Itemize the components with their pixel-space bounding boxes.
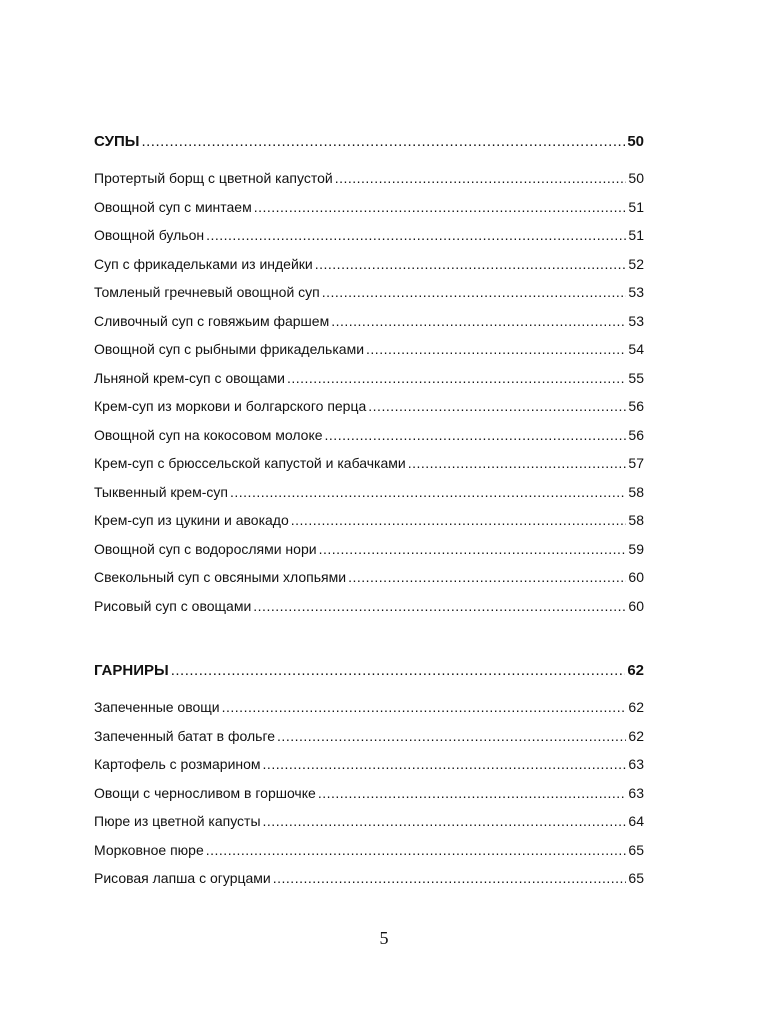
entry-page: 51 (628, 198, 644, 215)
entry-title: Морковное пюре (94, 841, 204, 858)
dot-leader (263, 813, 627, 829)
entry-page: 65 (628, 841, 644, 858)
entry-page: 53 (628, 284, 644, 300)
toc-entry[interactable] (94, 313, 644, 342)
entry-page: 63 (628, 784, 644, 801)
entry-page: 63 (628, 756, 644, 772)
toc-entry[interactable] (94, 256, 644, 285)
entry-page: 55 (628, 369, 644, 386)
toc-entry[interactable] (94, 842, 644, 871)
dot-leader (408, 455, 627, 471)
entry-title: Тыквенный крем-суп (94, 483, 228, 500)
dot-leader (230, 484, 626, 500)
entry-title: Протертый борщ с цветной капустой (94, 170, 333, 186)
dot-leader (141, 133, 625, 150)
entry-title: Картофель с розмарином (94, 756, 261, 772)
toc-section-soups (94, 133, 644, 626)
toc-entry[interactable] (94, 170, 644, 199)
toc-entry[interactable] (94, 569, 644, 598)
section-title: ГАРНИРЫ (94, 662, 169, 679)
dot-leader (273, 870, 627, 886)
dot-leader (206, 842, 627, 858)
dot-leader (206, 227, 626, 243)
dot-leader (287, 370, 626, 386)
dot-leader (318, 785, 627, 801)
entry-page: 64 (628, 813, 644, 829)
entry-page: 58 (628, 483, 644, 500)
dot-leader (319, 541, 627, 557)
toc-entry[interactable] (94, 427, 644, 456)
dot-leader (331, 313, 626, 329)
toc-entry[interactable] (94, 541, 644, 570)
toc-entry[interactable] (94, 199, 644, 228)
entry-title: Крем-суп из цукини и авокадо (94, 512, 289, 528)
entry-title: Крем-суп из моркови и болгарского перца (94, 398, 367, 414)
entry-page: 52 (628, 255, 644, 272)
entry-page: 62 (628, 727, 644, 744)
section-title: СУПЫ (94, 133, 140, 150)
toc-entry[interactable] (94, 455, 644, 484)
toc-entry[interactable] (94, 785, 644, 814)
entry-title: Запеченные овощи (94, 699, 220, 715)
dot-leader (263, 756, 627, 772)
dot-leader (222, 699, 627, 715)
entry-title: Рисовая лапша с огурцами (94, 870, 271, 886)
entry-page: 57 (628, 455, 644, 471)
dot-leader (277, 728, 626, 744)
toc-entry[interactable] (94, 699, 644, 728)
toc-entry[interactable] (94, 870, 644, 899)
dot-leader (315, 256, 627, 272)
entry-title: Томленый гречневый овощной суп (94, 284, 320, 300)
entry-page: 59 (628, 540, 644, 557)
dot-leader (325, 427, 627, 443)
toc-entry[interactable] (94, 227, 644, 256)
section-page: 50 (627, 133, 644, 150)
entry-title: Овощной суп с минтаем (94, 198, 252, 215)
dot-leader (291, 512, 627, 528)
entry-title: Свекольный суп с овсяными хлопьями (94, 569, 347, 585)
dot-leader (253, 598, 626, 614)
entry-title: Овощной суп на кокосовом молоке (94, 426, 323, 443)
toc-entry[interactable] (94, 813, 644, 842)
dot-leader (366, 341, 626, 357)
entry-list (94, 699, 644, 899)
section-heading[interactable] (94, 133, 644, 158)
entry-list (94, 170, 644, 626)
table-of-contents (94, 133, 644, 899)
dot-leader (171, 662, 626, 679)
section-heading[interactable] (94, 662, 644, 687)
entry-page: 51 (628, 227, 644, 243)
entry-title: Сливочный суп с говяжьим фаршем (94, 312, 330, 329)
entry-page: 65 (628, 870, 644, 886)
entry-page: 56 (628, 398, 644, 414)
dot-leader (254, 199, 627, 215)
dot-leader (322, 284, 627, 300)
entry-title: Овощной бульон (94, 227, 205, 243)
entry-page: 50 (628, 170, 644, 186)
entry-title: Овощной суп с рыбными фрикадельками (94, 341, 365, 357)
entry-title: Овощи с черносливом в горшочке (94, 784, 316, 801)
entry-page: 62 (628, 699, 644, 715)
toc-entry[interactable] (94, 398, 644, 427)
entry-page: 60 (628, 597, 644, 614)
dot-leader (368, 398, 626, 414)
dot-leader (335, 170, 627, 186)
entry-title: Рисовый суп с овощами (94, 597, 252, 614)
entry-page: 54 (628, 341, 644, 357)
page-number: 5 (379, 928, 389, 948)
entry-page: 58 (628, 512, 644, 528)
toc-entry[interactable] (94, 756, 644, 785)
toc-entry[interactable] (94, 341, 644, 370)
entry-page: 56 (628, 426, 644, 443)
entry-page: 60 (628, 569, 644, 585)
entry-title: Крем-суп с брюссельской капустой и кабачками (94, 455, 406, 471)
dot-leader (348, 569, 626, 585)
toc-entry[interactable] (94, 598, 644, 627)
entry-title: Запеченный батат в фольге (94, 727, 276, 744)
toc-entry[interactable] (94, 512, 644, 541)
entry-page: 53 (628, 312, 644, 329)
toc-entry[interactable] (94, 484, 644, 513)
entry-title: Льняной крем-суп с овощами (94, 369, 285, 386)
toc-entry[interactable] (94, 284, 644, 313)
toc-section-side-dishes (94, 662, 644, 899)
section-page: 62 (627, 662, 644, 679)
toc-entry[interactable] (94, 728, 644, 757)
entry-title: Суп с фрикадельками из индейки (94, 255, 313, 272)
toc-entry[interactable] (94, 370, 644, 399)
entry-title: Овощной суп с водорослями нори (94, 540, 317, 557)
entry-title: Пюре из цветной капусты (94, 813, 261, 829)
